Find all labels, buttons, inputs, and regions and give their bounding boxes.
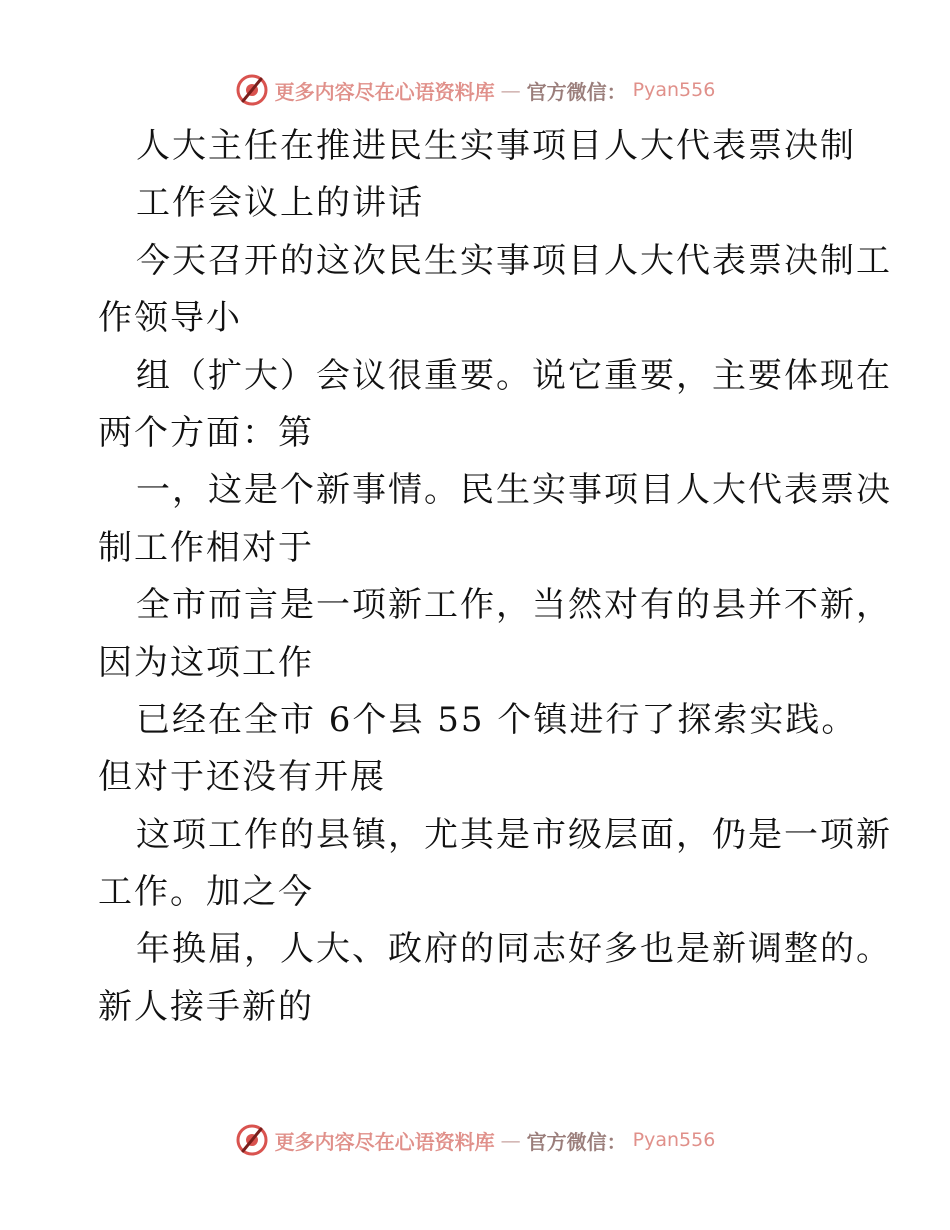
paragraph-line: 因为这项工作 — [98, 642, 314, 683]
title-line-2: 工作会议上的讲话 — [136, 183, 424, 224]
paragraph-line: 年换届，人大、政府的同志好多也是新调整的。 — [136, 929, 892, 970]
header-banner — [0, 70, 950, 110]
pen-logo-icon — [235, 1123, 269, 1157]
paragraph-line: 作领导小 — [98, 298, 242, 339]
paragraph-line: 今天召开的这次民生实事项目人大代表票决制工 — [136, 240, 892, 281]
footer-banner-label: 官方微信： — [526, 1129, 627, 1154]
footer-wechat-id: Pyan556 — [632, 1129, 716, 1151]
pen-logo-icon — [235, 73, 269, 107]
paragraph-line: 一，这是个新事情。民生实事项目人大代表票决 — [136, 470, 892, 511]
header-banner-separator: — — [500, 78, 521, 102]
footer-banner — [0, 1120, 950, 1160]
paragraph-line: 组（扩大）会议很重要。说它重要，主要体现在 — [136, 355, 892, 396]
document-body — [98, 118, 892, 1036]
paragraph-line: 全市而言是一项新工作，当然对有的县并不新， — [136, 585, 892, 626]
header-wechat-id: Pyan556 — [632, 79, 716, 101]
paragraph-line: 但对于还没有开展 — [98, 757, 386, 798]
title-line-1: 人大主任在推进民生实事项目人大代表票决制 — [136, 126, 856, 166]
footer-banner-text: 更多内容尽在心语资料库 — [274, 1129, 495, 1154]
paragraph-line: 工作。加之今 — [98, 872, 314, 913]
paragraph-line: 这项工作的县镇，尤其是市级层面，仍是一项新 — [136, 814, 892, 855]
header-banner-text: 更多内容尽在心语资料库 — [274, 79, 495, 104]
paragraph-line: 两个方面：第 — [98, 412, 314, 453]
header-banner-label: 官方微信： — [526, 79, 627, 104]
paragraph-line: 已经在全市 6个县 55 个镇进行了探索实践。 — [136, 699, 858, 740]
paragraph-line: 制工作相对于 — [98, 527, 314, 568]
paragraph-line: 新人接手新的 — [98, 986, 314, 1027]
footer-banner-separator: — — [500, 1128, 521, 1152]
